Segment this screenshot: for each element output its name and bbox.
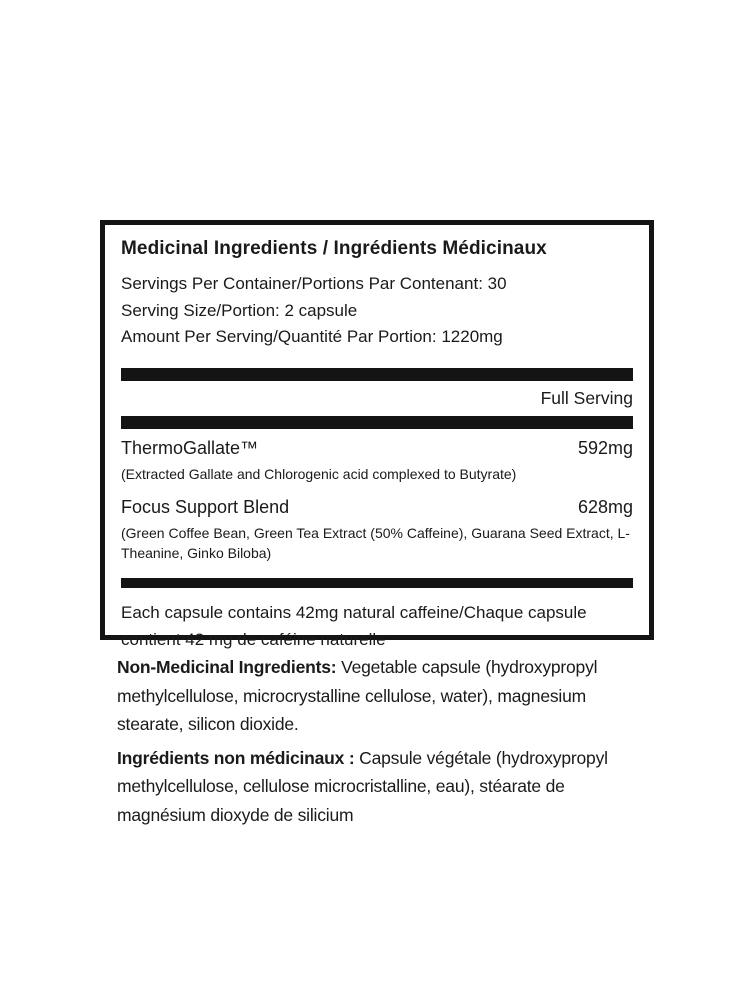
column-header-full-serving: Full Serving <box>540 387 633 408</box>
ingredient-amount: 628mg <box>577 496 633 517</box>
serving-size: Serving Size/Portion: 2 capsule <box>121 300 358 320</box>
amount-per-serving: Amount Per Serving/Quantité Par Portion: 1220mg <box>121 327 503 346</box>
non-medicinal-fr-text: Capsule végétale (hydroxypropyl methylcellulose, cellulose microcristalline, eau), stéarate de magnésium dioxyde de silicium <box>117 747 608 825</box>
non-medicinal-fr-label: Ingrédients non médicinaux : <box>117 747 355 768</box>
ingredient-detail: (Green Coffee Bean, Green Tea Extract (50% Caffeine), Guarana Seed Extract, L-Theanine, Ginko Biloba) <box>121 524 630 561</box>
non-medicinal-ingredients-en <box>117 653 639 739</box>
non-medicinal-section <box>117 653 639 829</box>
servings-per-container: Servings Per Container/Portions Par Contenant: 30 <box>121 274 507 293</box>
divider-bar-top <box>121 368 633 381</box>
non-medicinal-ingredients-fr <box>117 744 639 830</box>
panel-title: Medicinal Ingredients / Ingrédients Médicinaux <box>121 238 547 259</box>
ingredient-name: ThermoGallate™ <box>121 437 259 458</box>
divider-bar-header <box>121 416 633 429</box>
non-medicinal-en-text: Vegetable capsule (hydroxypropyl methylcellulose, microcrystalline cellulose, water), magnesium stearate, silicon dioxide. <box>117 657 598 734</box>
ingredient-row-focus-support-blend <box>121 488 633 518</box>
caffeine-note: Each capsule contains 42mg natural caffeine/Chaque capsule contient 42 mg de caféine naturelle <box>121 602 587 649</box>
ingredient-detail: (Extracted Gallate and Chlorogenic acid complexed to Butyrate) <box>121 465 517 482</box>
ingredient-row-thermogallate <box>121 429 633 459</box>
medicinal-ingredients-panel <box>100 220 654 649</box>
ingredient-name: Focus Support Blend <box>121 496 290 517</box>
non-medicinal-en-label: Non-Medicinal Ingredients: <box>117 657 337 677</box>
ingredient-amount: 592mg <box>577 437 633 458</box>
divider-bar-bottom <box>121 578 633 588</box>
